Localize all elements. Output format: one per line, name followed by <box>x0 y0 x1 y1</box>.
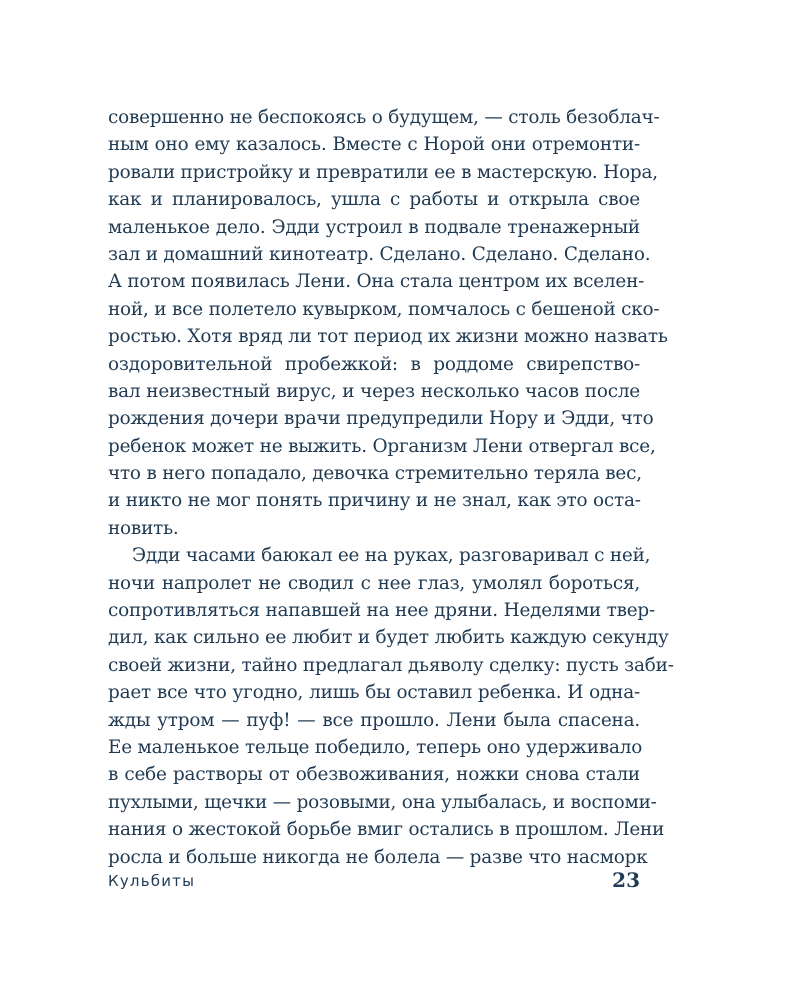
text-line: ной, и все полетело кувырком, помчалось с бешеной ско- <box>108 298 660 320</box>
text-line: совершенно не беспокоясь о будущем, — столь безоблач- <box>108 107 660 128</box>
text-line: ребенок может не выжить. Организм Лени отвергал все, <box>108 435 656 457</box>
text-line: оздоровительной пробежкой: в роддоме свирепство- <box>108 353 640 375</box>
text-line: дил, как сильно ее любит и будет любить каждую секунду <box>108 627 669 649</box>
text-line: вал неизвестный вирус, и через несколько часов после <box>108 380 640 402</box>
text-line: Ее маленькое тельце победило, теперь оно удерживало <box>108 736 643 758</box>
text-line: ростью. Хотя вряд ли тот период их жизни можно назвать <box>108 326 668 348</box>
text-line: жды утром — пуф! — все прошло. Лени была спасена. <box>108 709 640 731</box>
text-line: что в него попадало, девочка стремительно теряла вес, <box>108 463 642 485</box>
text-line: ровали пристройку и превратили ее в мастерскую. Нора, <box>108 161 658 183</box>
text-line: в себе растворы от обезвоживания, ножки снова стали <box>108 764 640 786</box>
text-line: ным оно ему казалось. Вместе с Норой они отремонти- <box>108 134 640 156</box>
text-line: ночи напролет не сводил с нее глаз, умолял бороться, <box>108 572 640 594</box>
text-line: пухлыми, щечки — розовыми, она улыбалась, и воспоми- <box>108 791 657 813</box>
running-footer-title: Кульбиты <box>108 872 196 890</box>
text-line: как и планировалось, ушла с работы и открыла свое <box>108 189 640 211</box>
page-number: 23 <box>612 868 640 892</box>
text-line: и никто не мог понять причину и не знал, как это оста- <box>108 490 641 512</box>
text-line: рает все что угодно, лишь бы оставил ребенка. И одна- <box>108 682 640 704</box>
text-line: новить. <box>108 517 179 539</box>
body-text <box>108 104 674 871</box>
text-line: рождения дочери врачи предупредили Нору и Эдди, что <box>108 408 654 430</box>
text-line: маленькое дело. Эдди устроил в подвале тренажерный <box>108 216 640 238</box>
text-line: А потом появилась Лени. Она стала центром их вселен- <box>108 271 645 293</box>
text-line: своей жизни, тайно предлагал дьяволу сделку: пусть заби- <box>108 654 674 676</box>
text-line: сопротивляться напавшей на нее дряни. Неделями твер- <box>108 600 656 622</box>
text-line-paragraph-start: Эдди часами баюкал ее на руках, разговаривал с ней, <box>132 545 651 567</box>
text-line: нания о жестокой борьбе вмиг остались в прошлом. Лени <box>108 819 665 841</box>
text-line: зал и домашний кинотеатр. Сделано. Сделано. Сделано. <box>108 243 651 265</box>
text-line: росла и больше никогда не болела — разве что насморк <box>108 846 648 868</box>
